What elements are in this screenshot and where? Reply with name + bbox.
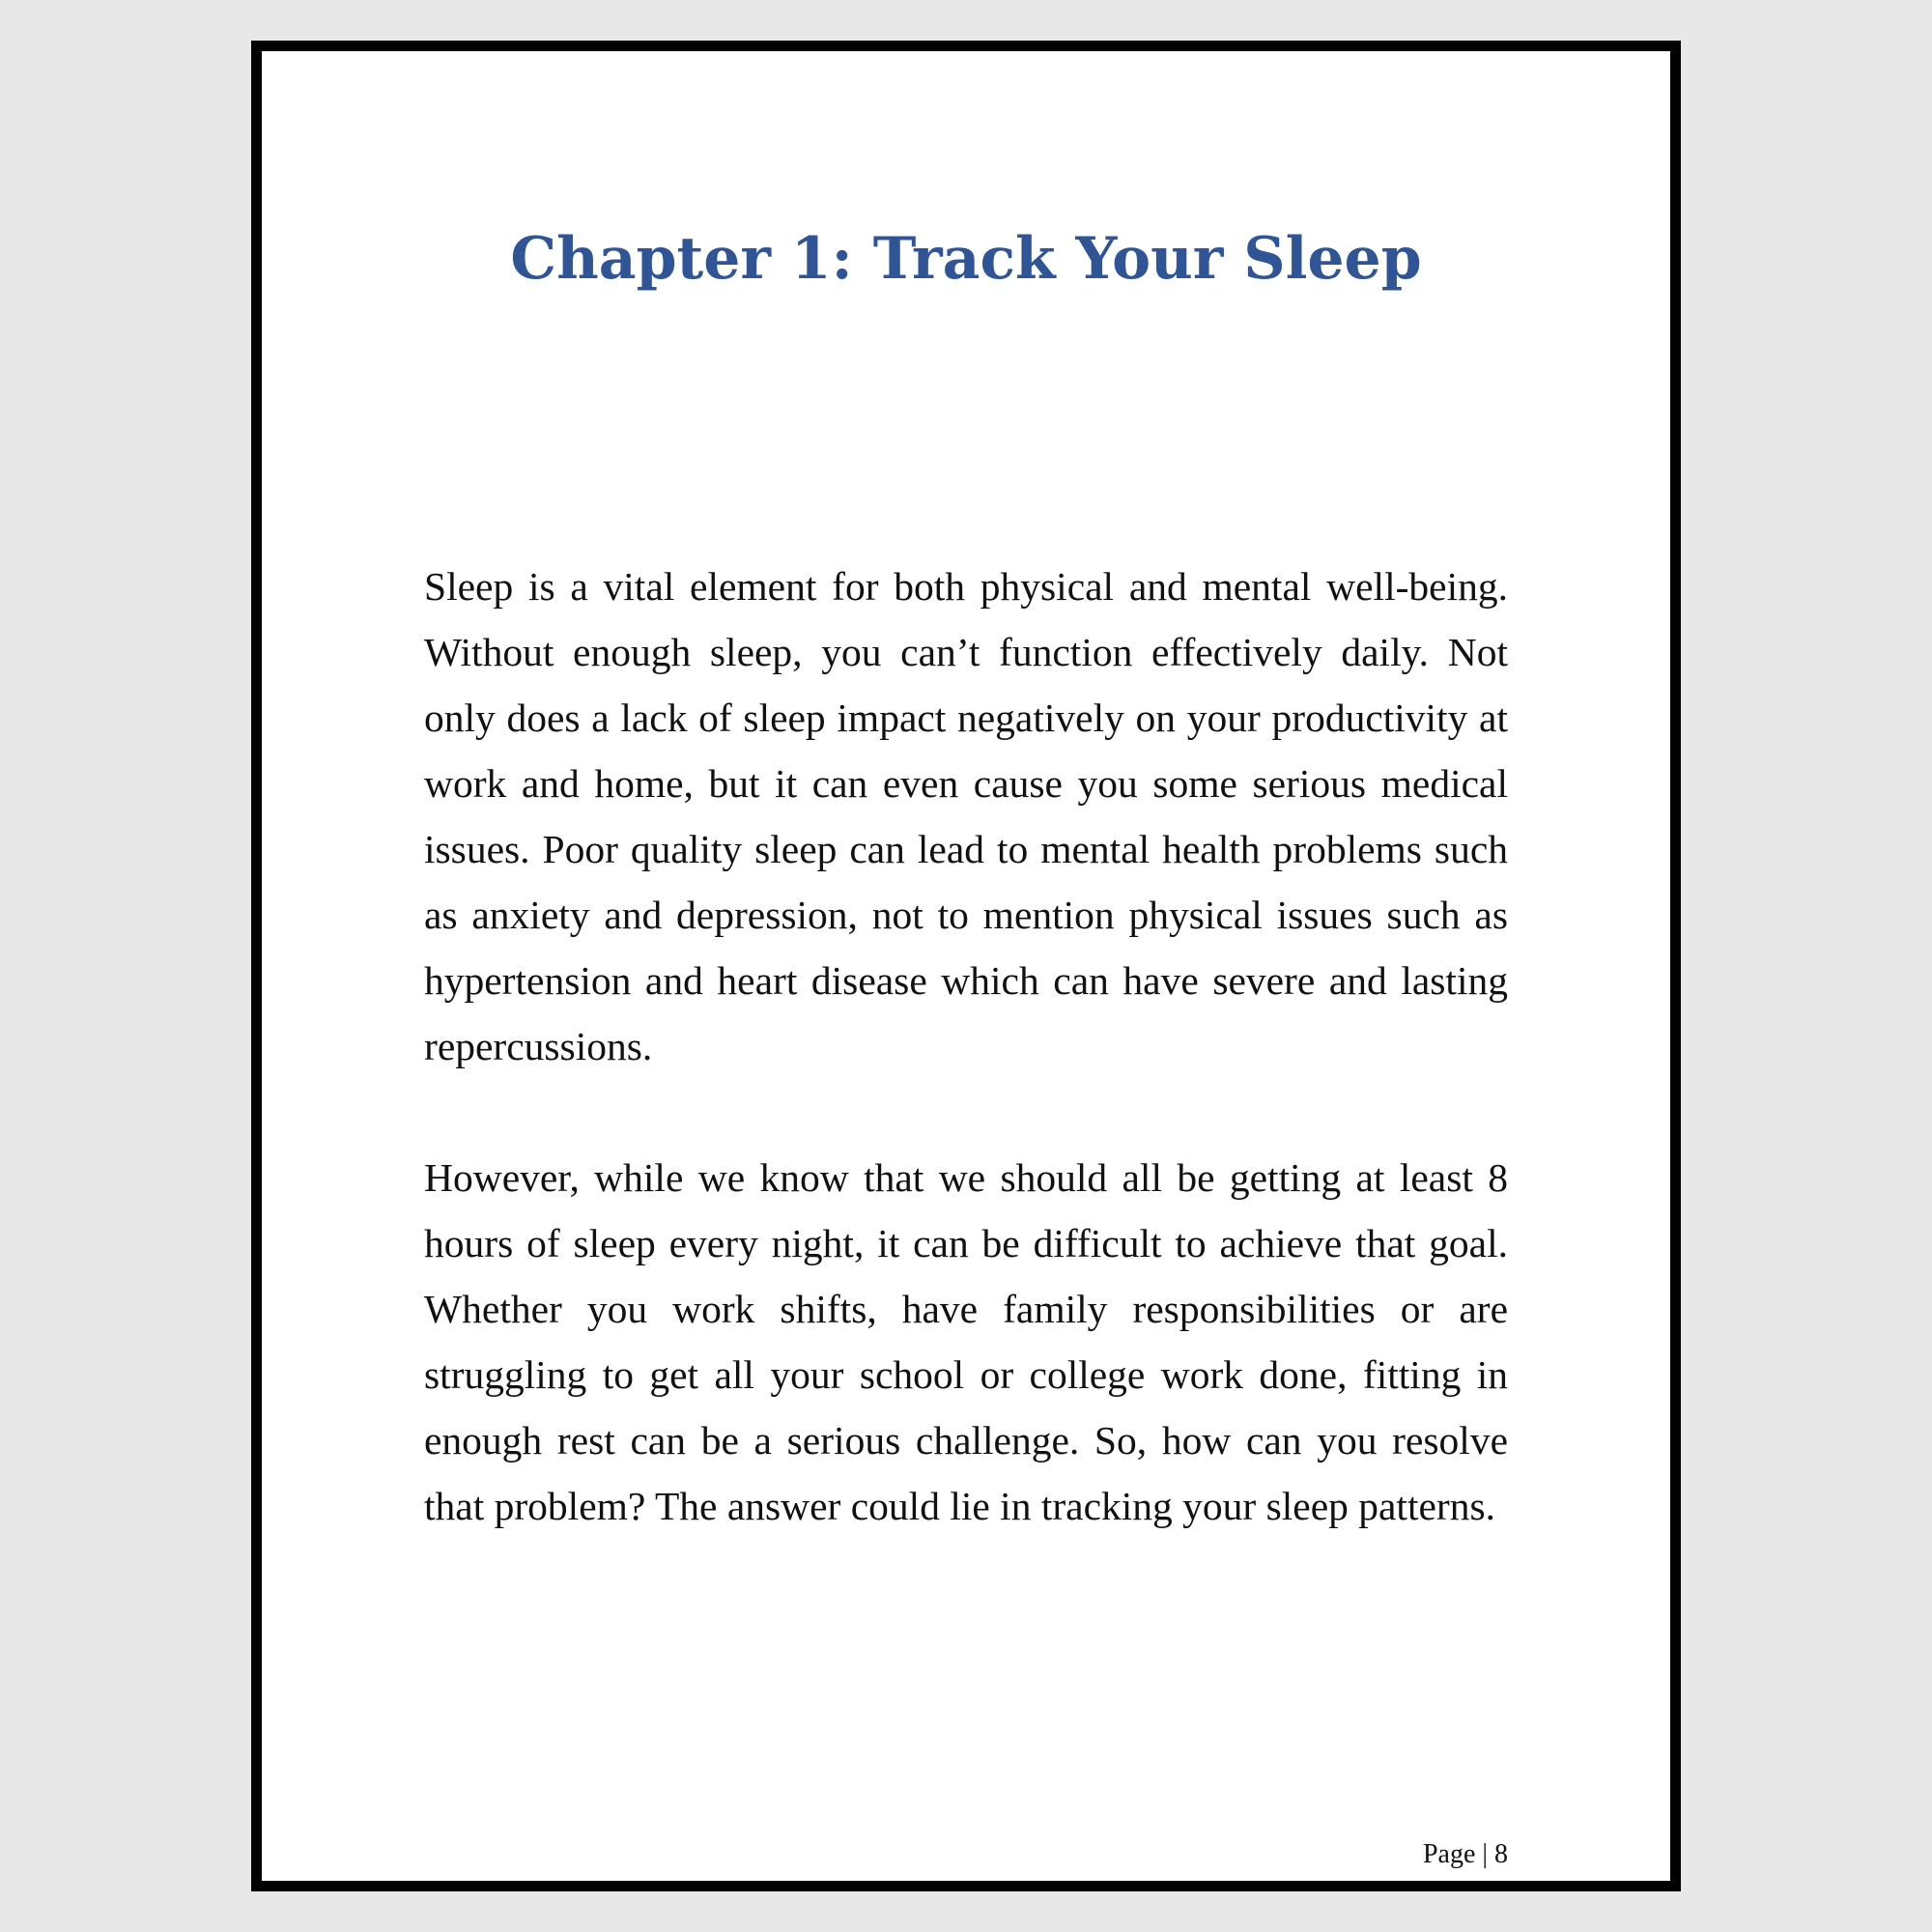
chapter-title: Chapter 1: Track Your Sleep [510, 225, 1422, 293]
body-paragraph-2: However, while we know that we should all be getting at least 8 hours of sleep every night, it can be difficult to achieve that goal. Whether you work shifts, have family responsibilities or are struggling to get all your school or college work done, fitting in enough rest can be a serious challenge. So, how can you resolve that problem? The answer could lie in tracking your sleep patterns. [424, 1155, 1508, 1528]
document-page [251, 41, 1681, 1891]
body-paragraph-1: Sleep is a vital element for both physical and mental well-being. Without enough sleep, you can’t function effectively daily. Not only does a lack of sleep impact negatively on your productivity at work and home, but it can even cause you some serious medical issues. Poor quality sleep can lead to mental health problems such as anxiety and depression, not to mention physical issues such as hypertension and heart disease which can have severe and lasting repercussions. [424, 564, 1508, 1068]
page-number: Page | 8 [1422, 1839, 1508, 1869]
